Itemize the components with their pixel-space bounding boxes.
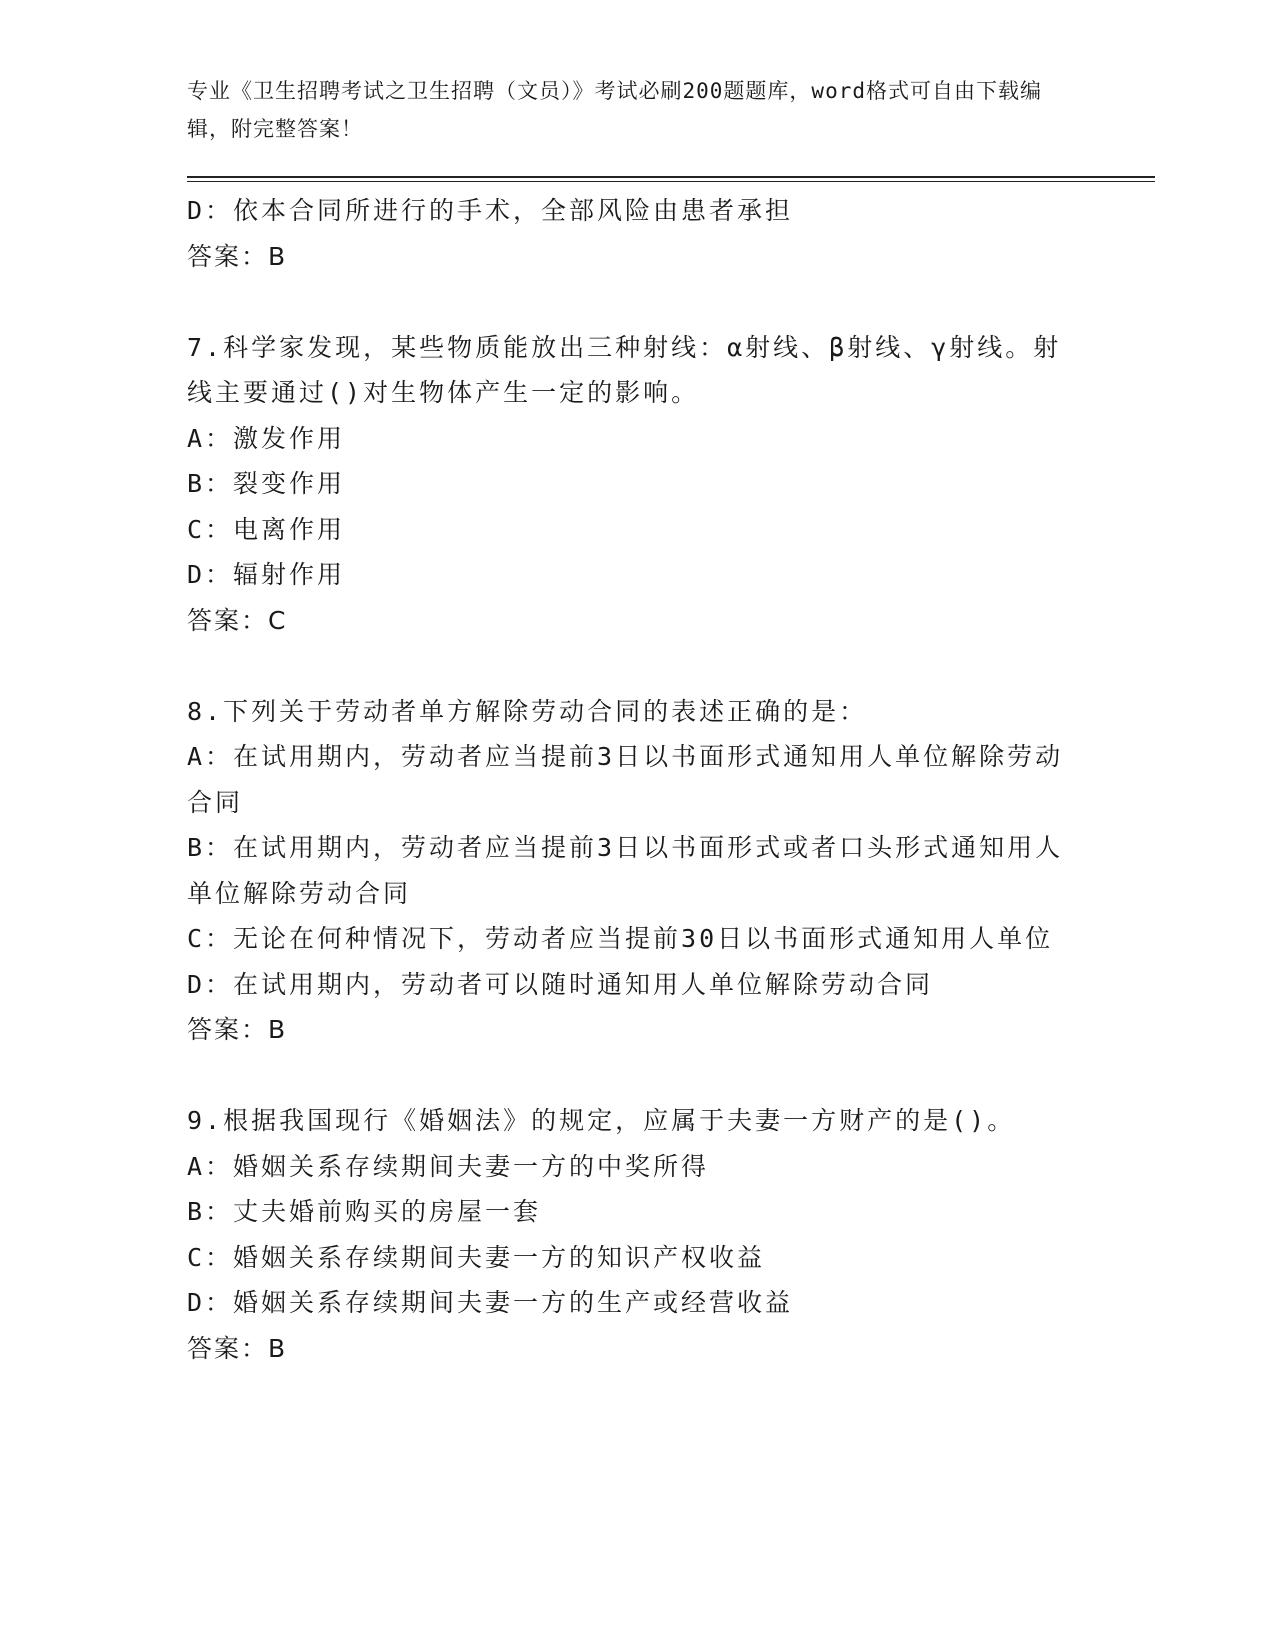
option-d: D：婚姻关系存续期间夫妻一方的生产或经营收益: [187, 1288, 794, 1317]
option-b: B：裂变作用: [187, 469, 346, 498]
question-stem: 9.根据我国现行《婚姻法》的规定，应属于夫妻一方财产的是()。: [187, 1106, 1016, 1135]
option-d: D：在试用期内，劳动者可以随时通知用人单位解除劳动合同: [187, 969, 934, 999]
header-rule-thin: [187, 181, 1155, 182]
option-d: D：辐射作用: [187, 560, 346, 589]
option-b: B：丈夫婚前购买的房屋一套: [187, 1197, 542, 1226]
question-8: [187, 689, 1087, 1053]
answer-line: 答案：B: [187, 241, 288, 271]
spacer: [187, 1053, 1087, 1099]
answer-line: 答案：B: [187, 1015, 288, 1044]
spacer: [187, 279, 1087, 325]
document-body: [187, 188, 1087, 1371]
answer-line: 答案：B: [187, 1333, 288, 1363]
option-a: A：婚姻关系存续期间夫妻一方的中奖所得: [187, 1151, 710, 1181]
answer-line: 答案：C: [187, 605, 288, 635]
carryover-question: [187, 188, 1087, 279]
question-7: [187, 325, 1087, 644]
option-a: A：激发作用: [187, 423, 346, 453]
question-stem: 8.下列关于劳动者单方解除劳动合同的表述正确的是：: [187, 696, 868, 726]
option-c: C：无论在何种情况下，劳动者应当提前30日以书面形式通知用人单位: [187, 924, 1054, 953]
page-header: 专业《卫生招聘考试之卫生招聘（文员）》考试必刷200题题库，word格式可自由下载编辑，附完整答案！: [187, 79, 1042, 141]
option-c: C：电离作用: [187, 514, 346, 544]
option-b: B：在试用期内，劳动者应当提前3日以书面形式或者口头形式通知用人单位解除劳动合同: [187, 833, 1064, 908]
option-a: A：在试用期内，劳动者应当提前3日以书面形式通知用人单位解除劳动合同: [187, 742, 1064, 817]
header-rule-thick: [187, 176, 1155, 178]
option-d: D：依本合同所进行的手术，全部风险由患者承担: [187, 196, 794, 225]
question-stem: 7.科学家发现，某些物质能放出三种射线：α射线、β射线、γ射线。射线主要通过()对生物体产生一定的影响。: [187, 332, 1062, 407]
question-9: [187, 1098, 1087, 1371]
spacer: [187, 643, 1087, 689]
option-c: C：婚姻关系存续期间夫妻一方的知识产权收益: [187, 1242, 766, 1272]
